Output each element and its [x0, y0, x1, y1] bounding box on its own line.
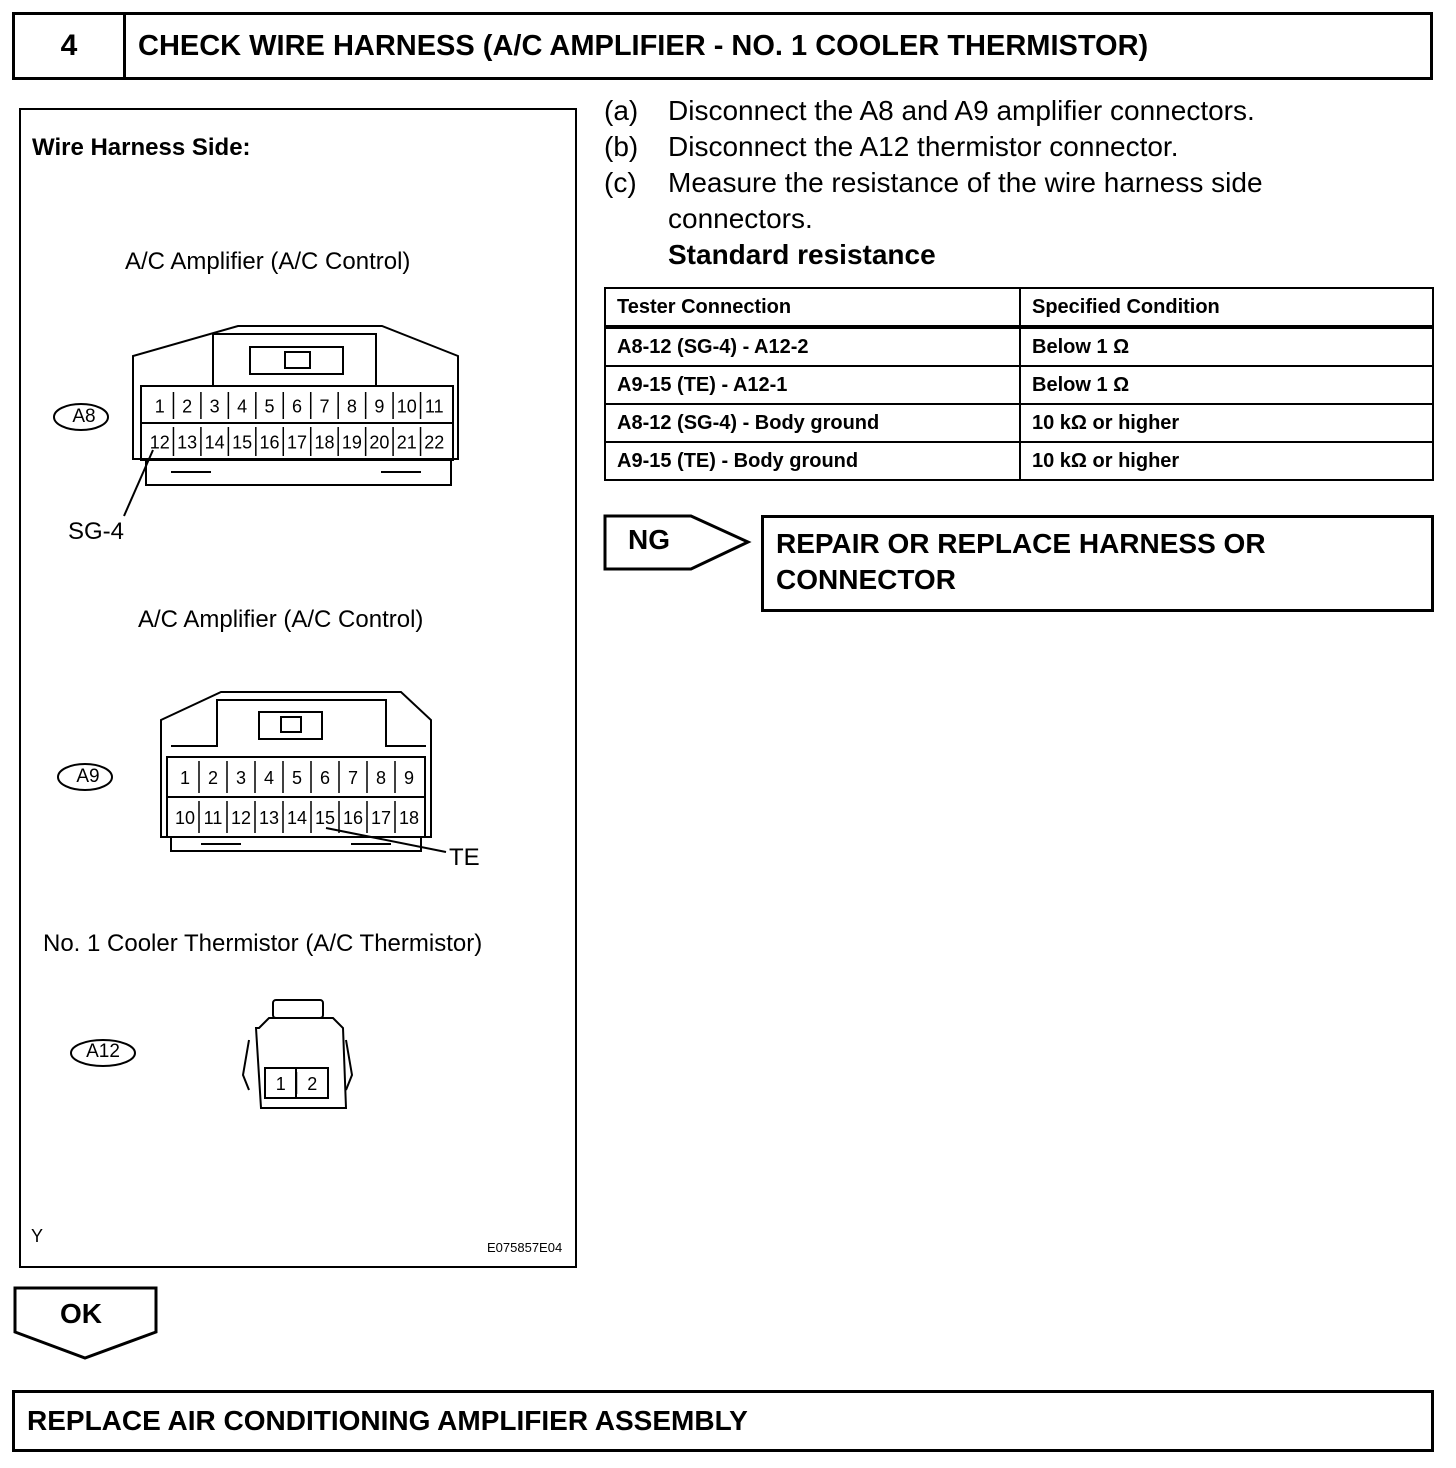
- table-cell: Below 1 Ω: [1020, 366, 1433, 404]
- a9-pin: 12: [230, 808, 252, 828]
- a12-title: No. 1 Cooler Thermistor (A/C Thermistor): [43, 930, 483, 957]
- table-cell: A9-15 (TE) - A12-1: [605, 366, 1020, 404]
- a8-pin: 20: [369, 432, 390, 453]
- table-header-cell: Specified Condition: [1020, 288, 1433, 327]
- te-callout: TE: [449, 844, 480, 871]
- table-cell: 10 kΩ or higher: [1020, 442, 1433, 480]
- a8-pin: 6: [291, 396, 303, 417]
- a12-pin: 1: [275, 1074, 286, 1094]
- a8-pin: 5: [264, 396, 275, 417]
- a8-pin: 3: [209, 396, 220, 417]
- a9-pin: 13: [258, 808, 280, 828]
- figure-corner-label: Y: [31, 1226, 44, 1246]
- a8-pin: 22: [424, 432, 445, 453]
- a8-pin: 7: [319, 396, 330, 417]
- ng-label: NG: [628, 524, 670, 555]
- step-a-text: Disconnect the A8 and A9 amplifier connectors.: [668, 95, 1255, 126]
- a9-pin: 1: [179, 768, 191, 788]
- a8-pin: 1: [154, 396, 165, 417]
- a8-pin: 8: [346, 396, 357, 417]
- standard-resistance-label: Standard resistance: [668, 239, 936, 270]
- a9-pin: 4: [263, 768, 275, 788]
- table-header-row: [605, 288, 1433, 327]
- sg4-callout: SG-4: [68, 518, 125, 545]
- a8-pin: 19: [341, 432, 362, 453]
- table-cell: 10 kΩ or higher: [1020, 404, 1433, 442]
- a9-pin: 7: [347, 768, 359, 788]
- table-cell: A8-12 (SG-4) - Body ground: [605, 404, 1020, 442]
- table-row: [605, 404, 1433, 442]
- a8-pin: 4: [237, 396, 248, 417]
- resistance-table: [604, 287, 1434, 481]
- step-c: [604, 165, 1434, 237]
- step-a-key: (a): [604, 95, 639, 126]
- a9-pin: 9: [403, 768, 415, 788]
- a8-pin: 21: [396, 432, 417, 453]
- a9-pin: 14: [286, 808, 308, 828]
- wire-harness-side-label: Wire Harness Side:: [32, 134, 251, 161]
- a8-pin: 15: [232, 432, 253, 453]
- connector-figure: [19, 108, 577, 1268]
- table-row: [605, 366, 1433, 404]
- procedure-steps: [604, 93, 1434, 273]
- table-row: [605, 327, 1433, 366]
- ng-action: REPAIR OR REPLACE HARNESS OR CONNECTOR: [761, 515, 1434, 612]
- a9-code: A9: [76, 766, 100, 787]
- a9-pin: 16: [342, 808, 364, 828]
- table-cell: A8-12 (SG-4) - A12-2: [605, 327, 1020, 366]
- step-number: 4: [12, 12, 126, 80]
- a9-pin: 8: [375, 768, 387, 788]
- a8-pin: 9: [374, 396, 385, 417]
- a9-pin: 18: [398, 808, 420, 828]
- a9-pin: 3: [235, 768, 247, 788]
- step-a: [604, 93, 1434, 129]
- ok-label: OK: [60, 1298, 102, 1329]
- a8-code: A8: [72, 406, 96, 427]
- a8-pin: 17: [286, 432, 308, 453]
- table-cell: A9-15 (TE) - Body ground: [605, 442, 1020, 480]
- step-b-key: (b): [604, 131, 639, 162]
- connector-drawings: [21, 110, 575, 1266]
- table-row: [605, 442, 1433, 480]
- figure-id: E075857E04: [487, 1240, 563, 1255]
- a8-pin: 14: [204, 432, 225, 453]
- a8-pin: 2: [182, 396, 193, 417]
- a8-pin: 10: [396, 396, 417, 417]
- a8-pin: 13: [177, 432, 198, 453]
- a9-pin: 6: [319, 768, 331, 788]
- a9-title: A/C Amplifier (A/C Control): [138, 606, 424, 633]
- a9-pin: 15: [314, 808, 336, 828]
- step-b-text: Disconnect the A12 thermistor connector.: [668, 131, 1179, 162]
- step-c-key: (c): [604, 167, 637, 198]
- a9-pin: 2: [207, 768, 219, 788]
- a9-pin: 10: [174, 808, 196, 828]
- a8-pin: 18: [314, 432, 335, 453]
- ng-arrow: [603, 512, 753, 574]
- a12-pin: 2: [307, 1074, 318, 1094]
- step-b: [604, 129, 1434, 165]
- a8-title: A/C Amplifier (A/C Control): [125, 248, 411, 275]
- a9-pin: 5: [291, 768, 303, 788]
- step-title: CHECK WIRE HARNESS (A/C AMPLIFIER - NO. 1 COOLER THERMISTOR): [123, 12, 1433, 80]
- a12-code: A12: [86, 1041, 120, 1062]
- a9-pin: 11: [203, 808, 223, 828]
- a8-pin: 11: [424, 396, 444, 417]
- a8-pin: 12: [149, 432, 170, 453]
- a8-pin: 16: [259, 432, 280, 453]
- table-cell: Below 1 Ω: [1020, 327, 1433, 366]
- final-action: REPLACE AIR CONDITIONING AMPLIFIER ASSEMBLY: [12, 1390, 1434, 1452]
- a9-pin: 17: [370, 808, 392, 828]
- table-header-cell: Tester Connection: [605, 288, 1020, 327]
- step-c-text: Measure the resistance of the wire harness side connectors.: [668, 167, 1263, 234]
